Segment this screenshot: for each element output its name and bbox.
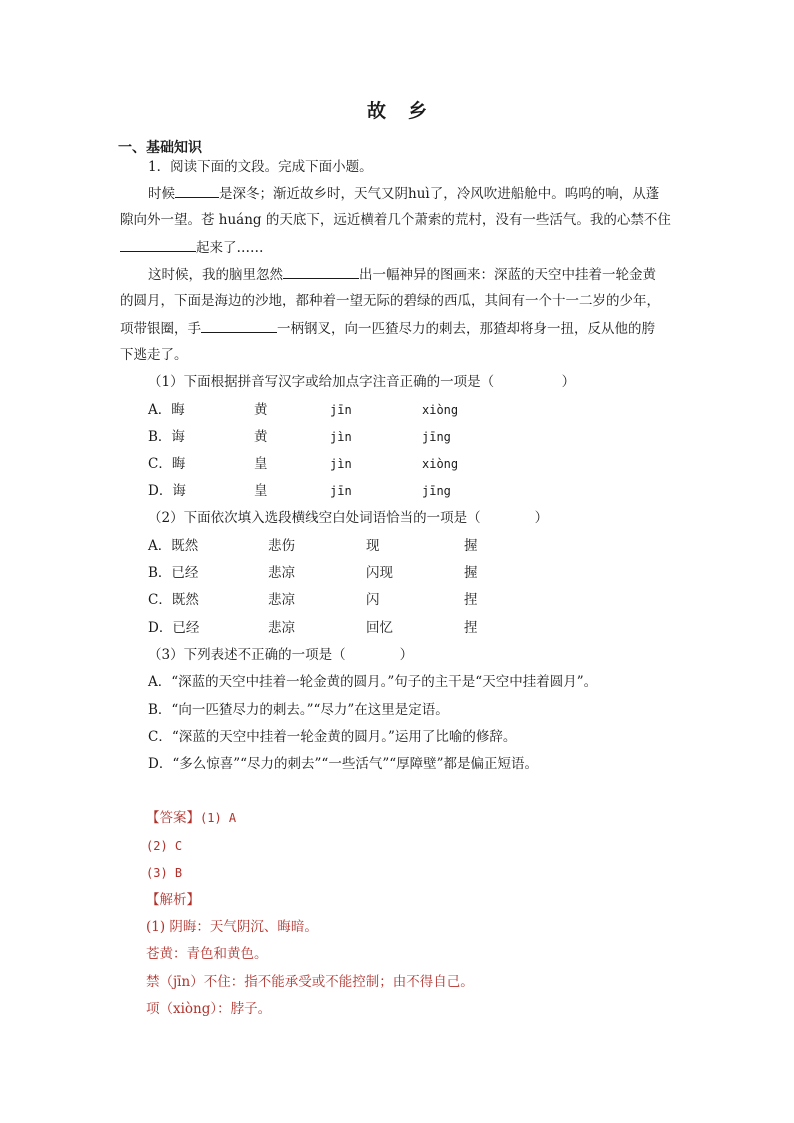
analysis-label: 【解析】 bbox=[146, 892, 200, 908]
option-cell: 捏 bbox=[464, 592, 478, 608]
option-cell: 悲伤 bbox=[268, 538, 295, 554]
option-cell: xiòng bbox=[422, 403, 459, 417]
answer-label: 【答案】 bbox=[146, 810, 200, 826]
q3-option-c: C．“深蓝的天空中挂着一轮金黄的圆月。”运用了比喻的修辞。 bbox=[148, 729, 517, 745]
analysis-line-2: 苍黄：青色和黄色。 bbox=[146, 946, 268, 962]
passage-line-2: 隙向外一望。苍 huáng 的天底下，远近横着几个萧索的荒村，没有一些活气。我的心禁不住 bbox=[120, 212, 671, 228]
option-cell: 闪现 bbox=[366, 565, 393, 581]
fill-blank-1 bbox=[175, 183, 219, 198]
option-cell: 悲凉 bbox=[268, 565, 295, 581]
passage-line-6 bbox=[120, 318, 655, 339]
passage-text: 一柄钢叉，向一匹猹尽力的刺去，那猹却将身一扭，反从他的胯 bbox=[277, 321, 655, 337]
option-cell: 捏 bbox=[464, 620, 478, 636]
answer-line-3: (3) B bbox=[146, 866, 183, 880]
passage-line-3 bbox=[120, 237, 264, 258]
pinyin-tone: ì bbox=[425, 186, 430, 202]
option-cell: B．已经 bbox=[148, 565, 199, 581]
option-cell: jìn bbox=[330, 430, 352, 444]
passage-text: 项带银圈，手 bbox=[120, 321, 201, 337]
option-cell: 悲凉 bbox=[268, 592, 295, 608]
question-intro: 1．阅读下面的文段。完成下面小题。 bbox=[148, 159, 373, 175]
option-cell: C．既然 bbox=[148, 592, 199, 608]
fill-blank-4 bbox=[201, 318, 277, 333]
option-cell: C．晦 bbox=[148, 456, 186, 472]
passage-line-1 bbox=[148, 183, 659, 204]
fill-blank-2 bbox=[120, 237, 196, 252]
option-cell: 握 bbox=[464, 565, 478, 581]
option-cell: xiòng bbox=[422, 457, 459, 471]
passage-text: 了，冷风吹进船舱中。呜呜的响，从蓬 bbox=[429, 186, 660, 202]
option-cell: jīn bbox=[330, 403, 352, 417]
option-cell: 握 bbox=[464, 538, 478, 554]
section-heading: 一、基础知识 bbox=[118, 140, 202, 156]
passage-text: 时候 bbox=[148, 186, 175, 202]
passage-text: 起来了…… bbox=[196, 240, 264, 256]
option-cell: jīn bbox=[330, 484, 352, 498]
option-cell: 皇 bbox=[254, 456, 268, 472]
option-cell: A．晦 bbox=[148, 402, 185, 418]
answer-item: (1) A bbox=[200, 811, 237, 825]
answer-line-1 bbox=[146, 808, 236, 828]
passage-text: 这时候，我的脑里忽然 bbox=[148, 267, 283, 283]
q3-option-b: B．“向一匹猹尽力的刺去。”“尽力”在这里是定语。 bbox=[148, 702, 449, 718]
passage-text: 是深冬；渐近故乡时，天气又阴hu bbox=[219, 186, 426, 202]
option-cell: 现 bbox=[366, 538, 380, 554]
passage-line-7: 下逃走了。 bbox=[120, 347, 188, 363]
title-char-2: 乡 bbox=[408, 100, 428, 122]
option-cell: jīng bbox=[422, 484, 451, 498]
q2-stem: （2）下面依次填入选段横线空白处词语恰当的一项是（ ） bbox=[148, 510, 549, 526]
option-cell: 闪 bbox=[366, 592, 380, 608]
analysis-line-4: 项（xiòng）：脖子。 bbox=[146, 1001, 272, 1017]
option-cell: 皇 bbox=[254, 483, 268, 499]
option-cell: 悲凉 bbox=[268, 620, 295, 636]
option-cell: 黄 bbox=[254, 429, 268, 445]
q3-option-d: D．“多么惊喜”“尽力的刺去”“一些活气”“厚障壁”都是偏正短语。 bbox=[148, 756, 539, 772]
passage-text: 出一幅神异的图画来：深蓝的天空中挂着一轮金黄 bbox=[359, 267, 656, 283]
answer-line-2: (2) C bbox=[146, 839, 183, 853]
option-cell: D．已经 bbox=[148, 620, 200, 636]
option-cell: 黄 bbox=[254, 402, 268, 418]
q3-option-a: A．“深蓝的天空中挂着一轮金黄的圆月。”句子的主干是“天空中挂着圆月”。 bbox=[148, 674, 598, 690]
passage-line-4 bbox=[148, 264, 656, 285]
option-cell: jīng bbox=[422, 430, 451, 444]
analysis-line-3: 禁（jīn）不住：指不能承受或不能控制；由不得自己。 bbox=[146, 974, 474, 990]
title-char-1: 故 bbox=[366, 100, 386, 122]
page-title bbox=[0, 96, 794, 123]
passage-line-5: 的圆月，下面是海边的沙地，都种着一望无际的碧绿的西瓜，其间有一个十一二岁的少年， bbox=[120, 293, 660, 309]
q3-stem: （3）下列表述不正确的一项是（ ） bbox=[148, 647, 414, 663]
analysis-line-1: (1) 阴晦：天气阴沉、晦暗。 bbox=[146, 919, 318, 935]
option-cell: D．诲 bbox=[148, 483, 186, 499]
fill-blank-3 bbox=[283, 264, 359, 279]
option-cell: 回忆 bbox=[366, 620, 393, 636]
option-cell: jìn bbox=[330, 457, 352, 471]
option-cell: A．既然 bbox=[148, 538, 199, 554]
q1-stem: （1）下面根据拼音写汉字或给加点字注音正确的一项是（ ） bbox=[148, 374, 576, 390]
option-cell: B．诲 bbox=[148, 429, 185, 445]
